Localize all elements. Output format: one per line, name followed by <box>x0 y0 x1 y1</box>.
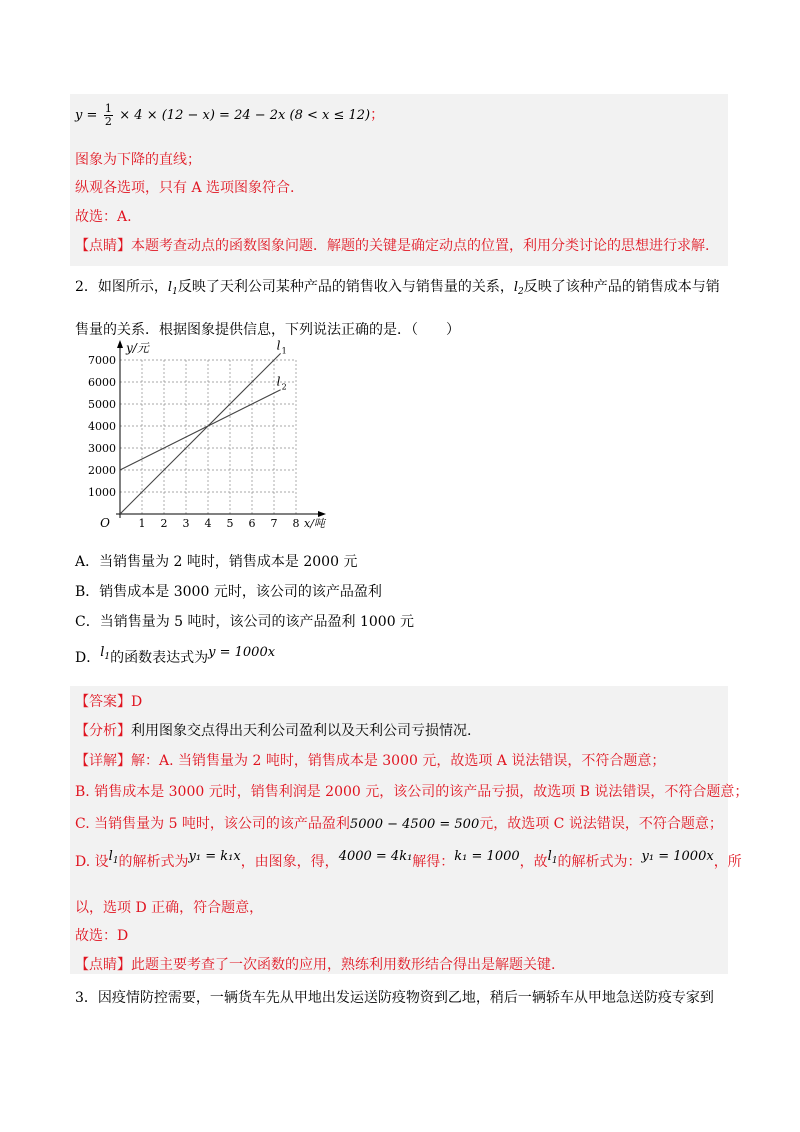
q1-line2: 纵观各选项，只有 A 选项图象符合. <box>75 180 295 196</box>
fraction-half: $\frac{1}{2}$ <box>104 101 112 128</box>
y-tick-label: 3000 <box>88 442 116 455</box>
series-line-l1 <box>120 353 281 514</box>
q2-stem-line1: 2．如图所示，$l_1$反映了天利公司某种产品的销售收入与销售量的关系，$l_2$反映了该种产品的销售成本与销 <box>75 279 720 297</box>
series-line-l2 <box>120 390 281 470</box>
option-d: D．$l^1$的函数表达式为y = 1000x <box>75 645 276 666</box>
origin-label: O <box>100 516 110 530</box>
option-c: C．当销售量为 5 吨时，该公司的该产品盈利 1000 元 <box>75 614 415 630</box>
q2-detail-c: C. 当销售量为 5 吨时，该公司的该产品盈利5000 − 4500 = 500元，故选项 C 说法错误，不符合题意； <box>75 816 723 832</box>
q1-comment: 【点睛】本题考查动点的函数图象问题．解题的关键是确定动点的位置，利用分类讨论的思想进行求解. <box>75 238 710 254</box>
x-tick-label: 5 <box>226 517 234 530</box>
y-axis-label: y/元 <box>126 341 149 355</box>
x-tick-label: 1 <box>138 517 146 530</box>
series-label-l1: l <box>276 338 281 353</box>
q1-formula: y = $\frac{1}{2}$ × 4 × (12 − x) = 24 − 2x (8 < x ≤ 12)； <box>75 101 385 128</box>
x-tick-label: 7 <box>270 517 278 530</box>
q2-conclusion: 故选：D <box>75 928 129 944</box>
y-tick-label: 6000 <box>88 376 116 389</box>
y-tick-label: 7000 <box>88 354 116 367</box>
y-tick-label: 1000 <box>88 486 116 499</box>
y-tick-label: 4000 <box>88 420 116 433</box>
q2-analysis: 【分析】利用图象交点得出天利公司盈利以及天利公司亏损情况. <box>75 723 472 739</box>
x-tick-label: 3 <box>182 517 190 530</box>
x-tick-label: 2 <box>160 517 168 530</box>
q2-comment: 【点睛】此题主要考查了一次函数的应用，熟练利用数形结合得出是解题关键. <box>75 957 556 973</box>
q2-detail-d-cont: 以，选项 D 正确，符合题意， <box>75 900 264 916</box>
q2-detail-b: B. 销售成本是 3000 元时，销售利润是 2000 元，该公司的该产品亏损，故选项 B 说法错误，不符合题意； <box>75 784 749 800</box>
series-label-sub-l1: 1 <box>281 346 287 356</box>
q1-line3: 故选：A. <box>75 209 132 225</box>
q1-line1: 图象为下降的直线； <box>75 152 201 168</box>
option-a: A．当销售量为 2 吨时，销售成本是 2000 元 <box>75 554 358 570</box>
x-axis-label: x/吨 <box>304 517 325 530</box>
q2-stem-line2: 售量的关系．根据图象提供信息，下列说法正确的是．（ ） <box>75 322 460 338</box>
series-label-sub-l2: 2 <box>281 382 287 392</box>
x-tick-label: 6 <box>248 517 256 530</box>
q2-chart <box>82 338 325 530</box>
q2-detail-a: 【详解】解：A. 当销售量为 2 吨时，销售成本是 3000 元，故选项 A 说法错误，不符合题意； <box>75 753 666 769</box>
y-tick-label: 5000 <box>88 398 116 411</box>
x-tick-label: 8 <box>292 517 300 530</box>
q2-answer: 【答案】D <box>75 694 143 710</box>
y-axis-arrow <box>117 340 123 348</box>
x-tick-label: 4 <box>204 517 212 530</box>
y-tick-label: 2000 <box>88 464 116 477</box>
series-label-l2: l <box>276 374 281 389</box>
option-b: B．销售成本是 3000 元时，该公司的该产品盈利 <box>75 584 382 600</box>
comment-tag: 【点睛】 <box>75 238 131 254</box>
q3-stem: 3．因疫情防控需要，一辆货车先从甲地出发运送防疫物资到乙地，稍后一辆轿车从甲地急送防疫专家到 <box>75 990 714 1006</box>
q2-detail-d: D. 设$l^1$的解析式为y₁ = k₁x，由图象，得，4000 = 4k₁解得：k₁ = 1000，故$l^1$的解析式为：y₁ = 1000x，所 <box>75 849 742 870</box>
